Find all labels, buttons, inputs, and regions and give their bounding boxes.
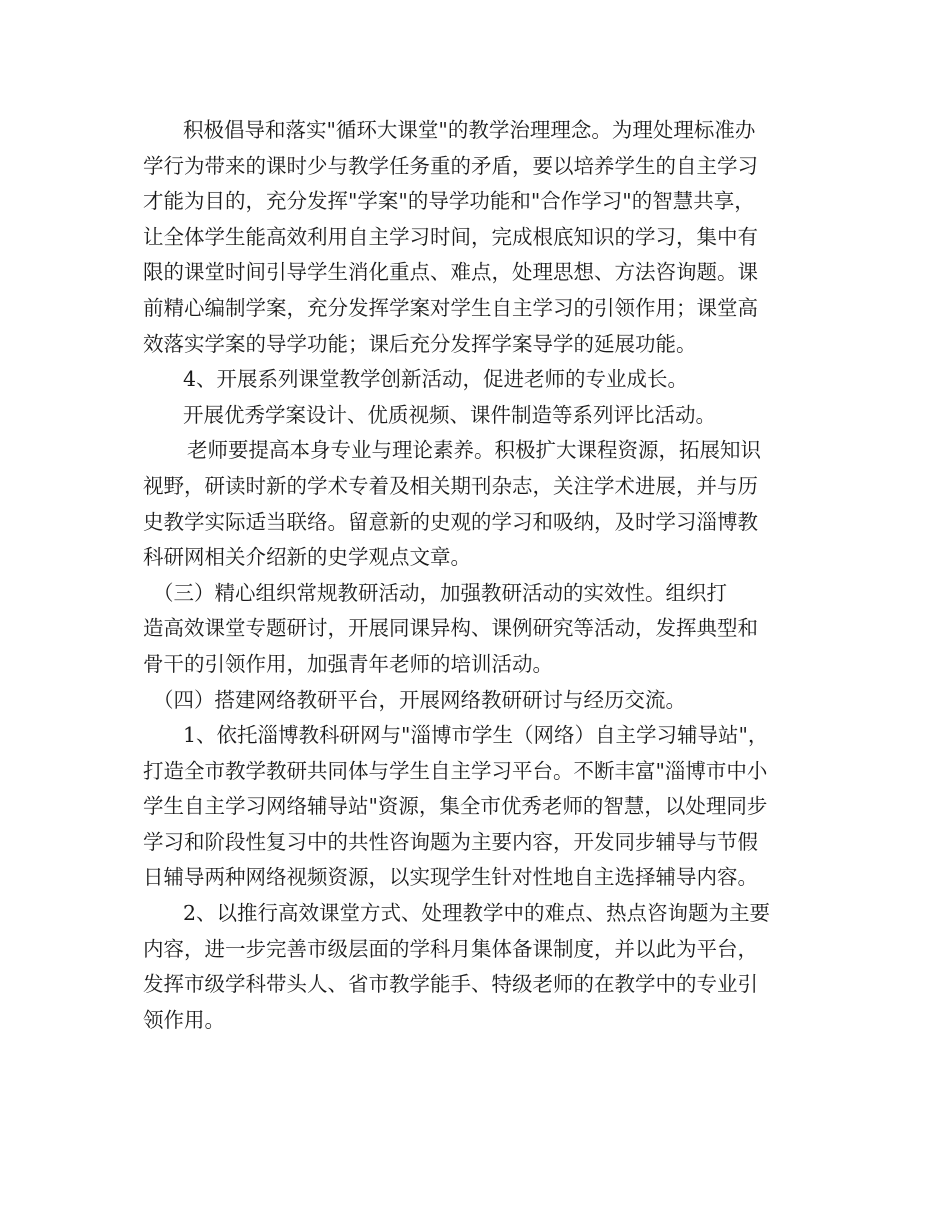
text-line: 限的课堂时间引导学生消化重点、难点，处理思想、方法咨询题。课 (143, 260, 758, 285)
text-line: 史教学实际适当联络。留意新的史观的学习和吸纳，及时学习淄博教 (143, 509, 758, 534)
text-line: 骨干的引领作用，加强青年老师的培训活动。 (143, 651, 553, 676)
text-line: 2、以推行高效课堂方式、处理教学中的难点、热点咨询题为主要 (183, 901, 771, 926)
text-line: 视野，研读时新的学术专着及相关期刊杂志，关注学术进展，并与历 (143, 473, 758, 498)
text-line: 开展优秀学案设计、优质视频、课件制造等系列评比活动。 (183, 402, 716, 427)
text-line: （三）精心组织常规教研活动，加强教研活动的实效性。组织打 (153, 580, 727, 605)
text-line: 发挥市级学科带头人、省市教学能手、特级老师的在教学中的专业引 (143, 972, 758, 997)
text-line: 4、开展系列课堂教学创新活动，促进老师的专业成长。 (183, 367, 689, 392)
text-line: 效落实学案的导学功能；课后充分发挥学案导学的延展功能。 (143, 331, 697, 356)
text-line: 1、依托淄博教科研网与"淄博市学生（网络）自主学习辅导站"， (183, 723, 769, 748)
text-line: 日辅导两种网络视频资源，以实现学生针对性地自主选择辅导内容。 (143, 865, 758, 890)
text-line: 学生自主学习网络辅导站"资源，集全市优秀老师的智慧，以处理同步 (143, 794, 768, 819)
text-line: 学习和阶段性复习中的共性咨询题为主要内容，开发同步辅导与节假 (143, 829, 758, 854)
text-line: （四）搭建网络教研平台，开展网络教研研讨与经历交流。 (153, 687, 686, 712)
text-line: 老师要提高本身专业与理论素养。积极扩大课程资源，拓展知识 (187, 438, 761, 463)
text-line: 才能为目的，充分发挥"学案"的导学功能和"合作学习"的智慧共享， (143, 189, 755, 214)
document-body (143, 113, 815, 1038)
text-line: 造高效课堂专题研讨，开展同课异构、课例研究等活动，发挥典型和 (143, 616, 758, 641)
text-line: 打造全市教学教研共同体与学生自主学习平台。不断丰富"淄博市中小 (143, 758, 768, 783)
text-line: 前精心编制学案，充分发挥学案对学生自主学习的引领作用；课堂高 (143, 295, 758, 320)
text-line: 领作用。 (143, 1007, 225, 1032)
text-line: 科研网相关介绍新的史学观点文章。 (143, 545, 471, 570)
text-line: 内容，进一步完善市级层面的学科月集体备课制度，并以此为平台， (143, 936, 758, 961)
text-line: 学行为带来的课时少与教学任务重的矛盾，要以培养学生的自主学习 (143, 153, 758, 178)
text-line: 积极倡导和落实"循环大课堂"的教学治理理念。为理处理标准办 (183, 118, 756, 142)
text-line: 让全体学生能高效利用自主学习时间，完成根底知识的学习，集中有 (143, 224, 758, 249)
